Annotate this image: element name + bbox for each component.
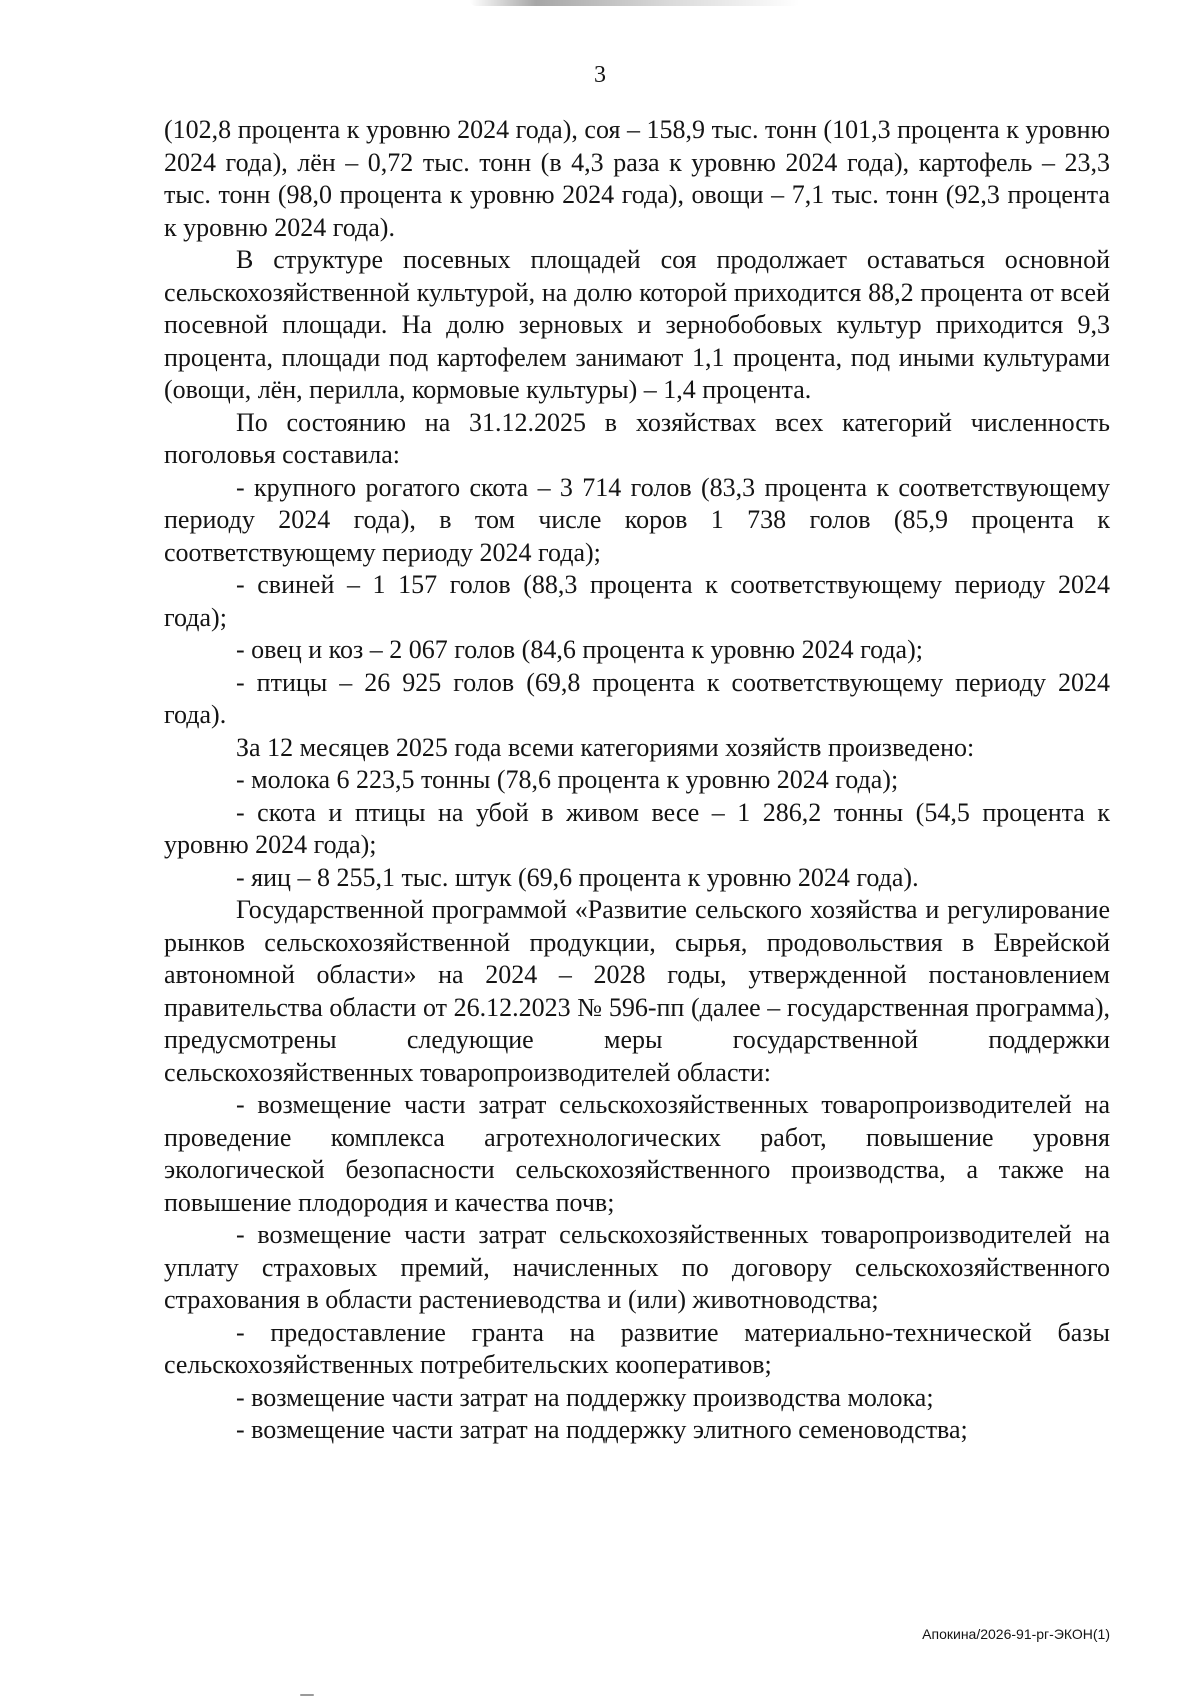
paragraph-1: (102,8 процента к уровню 2024 года), соя – 158,9 тыс. тонн (101,3 процента к уровню 2024 года), лён – 0,72 тыс. тонн (в 4,3 раза к уровню 2024 года), картофель – 23,3 тыс. тонн (98,0 процента к уровню 2024 года), овощи – 7,1 тыс. тонн (92,3 процента к уровню 2024 года).	[164, 115, 1110, 242]
list-item-support-5: - возмещение части затрат на поддержку элитного семеноводства;	[236, 1415, 968, 1444]
list-item-cattle: - крупного рогатого скота – 3 714 голов (83,3 процента к соответствующему периоду 2024 года), в том числе коров 1 738 голов (85,9 процента к соответствующему периоду 2024 года);	[164, 472, 1110, 567]
list-item-meat: - скота и птицы на убой в живом весе – 1 286,2 тонны (54,5 процента к уровню 2024 года);	[164, 797, 1110, 859]
list-item-support-4: - возмещение части затрат на поддержку производства молока;	[236, 1382, 934, 1412]
list-item-support-1: - возмещение части затрат сельскохозяйственных товаропроизводителей на проведение комплекса агротехнологических работ, повышение уровня экологической безопасности сельскохозяйственного производства, а также на повышение плодородия и качества почв;	[164, 1090, 1110, 1217]
paragraph-3: По состоянию на 31.12.2025 в хозяйствах всех категорий численность поголовья составила:	[164, 407, 1110, 469]
list-item-pigs: - свиней – 1 157 голов (88,3 процента к соответствующему периоду 2024 года);	[164, 570, 1110, 632]
paragraph-production: За 12 месяцев 2025 года всеми категориями хозяйств произведено:	[236, 732, 975, 762]
document-reference-code: Апокина/2026-91-рг-ЭКОН(1)	[922, 1626, 1110, 1642]
list-item-support-2: - возмещение части затрат сельскохозяйственных товаропроизводителей на уплату страховых премий, начисленных по договору сельскохозяйственного страхования в области растениеводства и (или) животноводства;	[164, 1220, 1110, 1314]
scan-artifact-top	[470, 0, 800, 6]
scan-artifact-bottom	[300, 1694, 314, 1696]
list-item-support-3: - предоставление гранта на развитие материально-технической базы сельскохозяйственных потребительских кооперативов;	[164, 1317, 1110, 1379]
list-item-poultry: - птицы – 26 925 голов (69,8 процента к соответствующему периоду 2024 года).	[164, 667, 1110, 729]
document-body	[164, 114, 1110, 1447]
paragraph-2: В структуре посевных площадей соя продолжает оставаться основной сельскохозяйственной культурой, на долю которой приходится 88,2 процента от всей посевной площади. На долю зерновых и зернобобовых культур приходится 9,3 процента, площади под картофелем занимают 1,1 процента, под иными культурами (овощи, лён, перилла, кормовые культуры) – 1,4 процента.	[164, 245, 1110, 404]
list-item-eggs: - яиц – 8 255,1 тыс. штук (69,6 процента к уровню 2024 года).	[236, 862, 919, 892]
page-number: 3	[594, 62, 606, 88]
list-item-sheep-goats: - овец и коз – 2 067 голов (84,6 процента к уровню 2024 года);	[236, 635, 923, 664]
list-item-milk: - молока 6 223,5 тонны (78,6 процента к уровню 2024 года);	[236, 765, 899, 794]
paragraph-state-program: Государственной программой «Развитие сельского хозяйства и регулирование рынков сельскохозяйственной продукции, сырья, продовольствия в Еврейской автономной области» на 2024 – 2028 годы, утвержденной постановлением правительства области от 26.12.2023 № 596-пп (далее – государственная программа), предусмотрены следующие меры государственной поддержки сельскохозяйственных товаропроизводителей области:	[164, 895, 1110, 1087]
